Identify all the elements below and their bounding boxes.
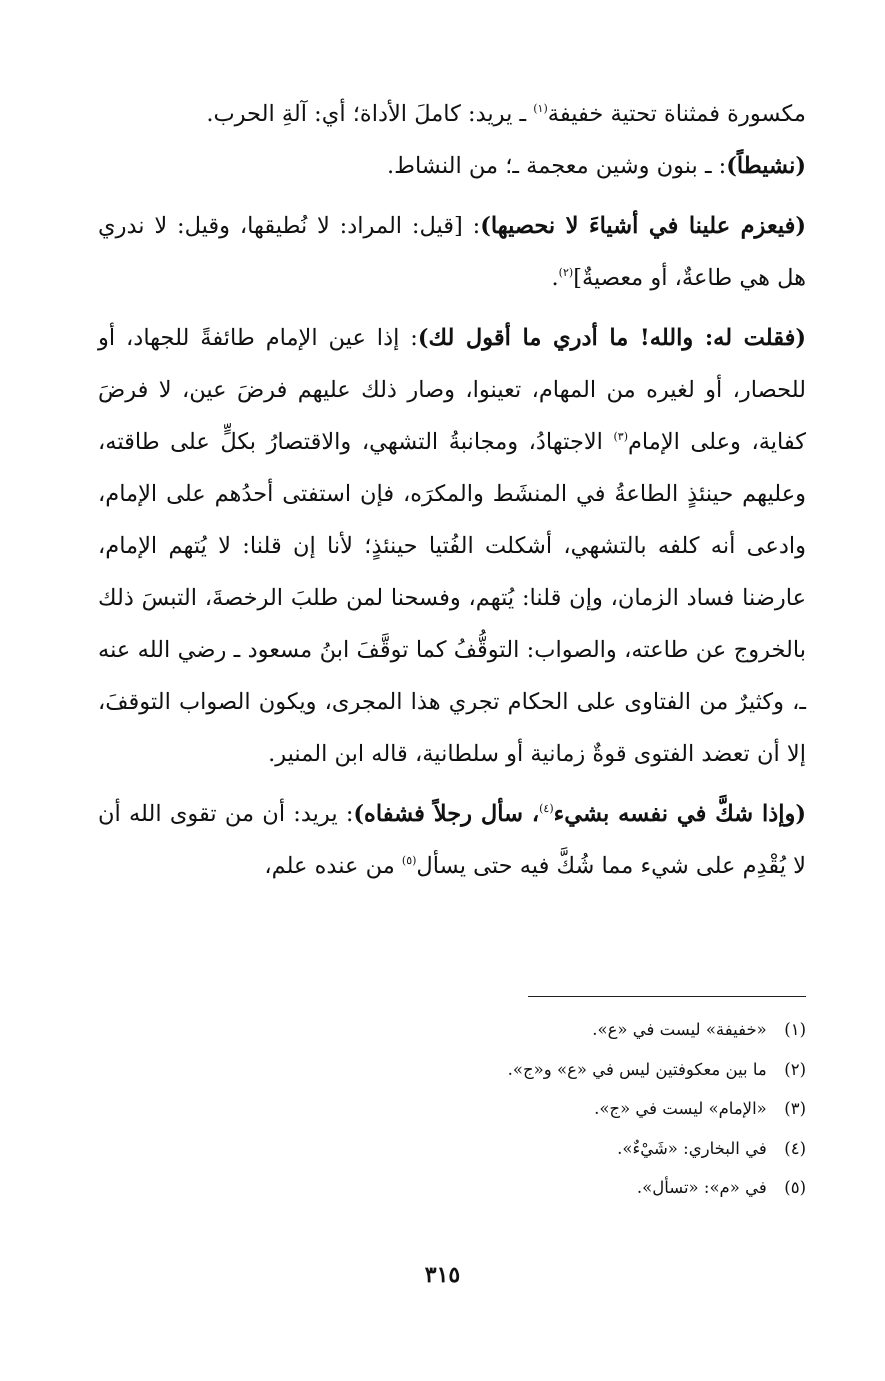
footnote-text: ما بين معكوفتين ليس في «ع» و«ج». [507, 1059, 767, 1079]
commentary-text: : [قيل: المراد: لا نُطيقها، وقيل: لا ندري هل هي طاعةٌ، أو معصيةٌ] [98, 213, 806, 291]
footnote [206, 1089, 806, 1129]
quoted-matn: (وإذا شكَّ في نفسه بشيء [553, 801, 806, 827]
footnote-marker: (٥) [401, 854, 417, 867]
quoted-matn: (فيعزم علينا في أشياءَ لا نحصيها) [480, 213, 807, 239]
main-text [98, 88, 806, 892]
footnote [206, 1168, 806, 1208]
footnote-number: (٣) [784, 1099, 806, 1118]
quoted-matn: ، سأل رجلاً فشفاه) [353, 801, 540, 827]
paragraph [98, 312, 806, 780]
footnote-marker: (٣) [613, 430, 628, 443]
paragraph [98, 200, 806, 304]
paragraph [98, 788, 806, 892]
commentary-text: ـ يريد: كاملَ الأداة؛ أي: آلةِ الحرب. [206, 101, 534, 127]
footnote-text: «الإمام» ليست في «ج». [594, 1099, 767, 1118]
commentary-text: : ـ بنون وشين معجمة ـ؛ من النشاط. [386, 153, 727, 179]
footnotes [206, 1010, 806, 1208]
quoted-matn: (فقلت له: والله! ما أدري ما أقول لك) [417, 325, 807, 351]
commentary-text: . [551, 265, 559, 291]
footnote-number: (٥) [784, 1178, 806, 1197]
paragraph [98, 88, 806, 140]
footnote-marker: (٢) [558, 266, 574, 279]
footnote [206, 1010, 806, 1050]
footnote-text: في البخاري: «شَيْءٌ». [617, 1138, 767, 1158]
footnote [206, 1129, 806, 1169]
footnote-number: (٢) [784, 1059, 806, 1079]
footnote-number: (٤) [784, 1138, 806, 1158]
commentary-text: مكسورة فمثناة تحتية خفيفة [547, 101, 806, 127]
footnote-text: في «م»: «تسأل». [636, 1178, 767, 1197]
commentary-text: من عنده علم، [264, 853, 402, 879]
paragraph [98, 140, 806, 192]
commentary-text: : يريد: أن من تقوى الله أن لا يُقْدِم على شيء مما شُكَّ فيه حتى يسأل [98, 801, 806, 879]
footnote-marker: (٤) [539, 802, 554, 815]
footnote-text: «خفيفة» ليست في «ع». [592, 1020, 767, 1039]
footnote-marker: (١) [533, 102, 548, 115]
quoted-matn: (نشيطاً) [726, 153, 806, 179]
footnote [206, 1050, 806, 1090]
commentary-text: : إذا عين الإمام طائفةً للجهاد، أو للحصار، أو لغيره من المهام، تعينوا، وصار ذلك عليهم فرضَ عين، لا فرضَ كفاية، وعلى الإمام [98, 325, 806, 455]
commentary-text: الاجتهادُ، ومجانبةُ التشهي، والاقتصارُ بكلٍّ على طاقته، وعليهم حينئذٍ الطاعةُ في المنشَط والمكرَه، فإن استفتى أحدُهم على الإمام، وادعى أنه كلفه بالتشهي، أشكلت الفُتيا حينئذٍ؛ لأنا إن قلنا: لا يُتهم الإمام، عارضنا فساد الزمان، وإن قلنا: يُتهم، وفسحنا لمن طلبَ الرخصةَ، التبسَ ذلك بالخروج عن طاعته، والصواب: التوقُّفُ كما توقَّفَ ابنُ مسعود ـ رضي الله عنه ـ، وكثيرٌ من الفتاوى على الحكام تجري هذا المجرى، ويكون الصواب التوقفَ، إلا أن تعضد الفتوى قوةٌ زمانية أو سلطانية، قاله ابن المنير. [98, 429, 806, 767]
footnote-number: (١) [784, 1020, 806, 1039]
footnote-divider [528, 996, 806, 997]
page-number: ٣١٥ [424, 1262, 461, 1288]
